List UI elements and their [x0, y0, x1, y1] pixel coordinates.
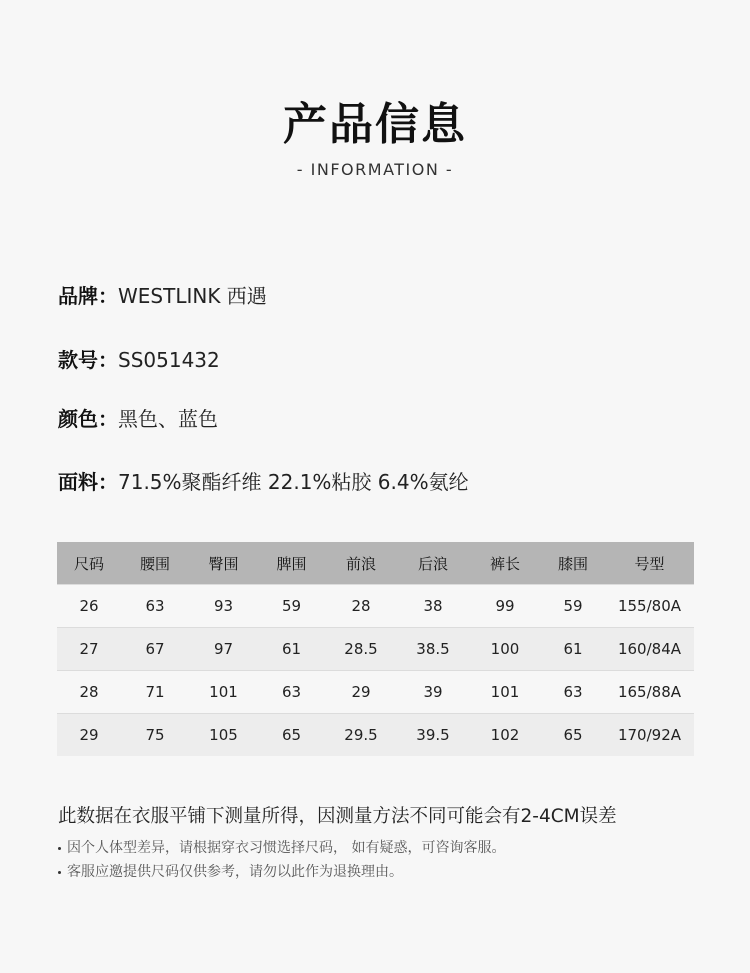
- table-cell: 27: [57, 628, 121, 671]
- table-cell: 59: [258, 585, 325, 628]
- info-fabric: [58, 466, 469, 495]
- table-cell: 29: [57, 714, 121, 757]
- info-label: 品牌：: [58, 284, 118, 308]
- table-cell: 65: [258, 714, 325, 757]
- table-header-cell: 腰围: [121, 542, 189, 585]
- table-header-cell: 臀围: [189, 542, 258, 585]
- table-cell: 101: [469, 671, 541, 714]
- table-header-cell: 脾围: [258, 542, 325, 585]
- table-cell: 65: [541, 714, 605, 757]
- table-cell: 67: [121, 628, 189, 671]
- table-header-row: [57, 542, 694, 585]
- page-title: 产品信息: [283, 99, 467, 150]
- note-item-text: 客服应邀提供尺码仅供参考，请勿以此作为退换理由。: [67, 864, 403, 880]
- info-value: 71.5%聚酯纤维 22.1%粘胶 6.4%氨纶: [118, 470, 469, 494]
- table-cell: 100: [469, 628, 541, 671]
- table-cell: 165/88A: [605, 671, 694, 714]
- table-cell: 93: [189, 585, 258, 628]
- table-cell: 155/80A: [605, 585, 694, 628]
- note-item: [58, 837, 505, 857]
- table-header-cell: 裤长: [469, 542, 541, 585]
- info-label: 面料：: [58, 470, 118, 494]
- info-color: [58, 403, 218, 432]
- table-cell: 97: [189, 628, 258, 671]
- table-header-cell: 尺码: [57, 542, 121, 585]
- note-item: [58, 861, 403, 881]
- table-header-cell: 前浪: [325, 542, 397, 585]
- table-cell: 61: [541, 628, 605, 671]
- table-cell: 61: [258, 628, 325, 671]
- table-row: [57, 714, 694, 757]
- table-cell: 101: [189, 671, 258, 714]
- table-header-cell: 后浪: [397, 542, 469, 585]
- table-cell: 38: [397, 585, 469, 628]
- table-cell: 105: [189, 714, 258, 757]
- page-subtitle: - INFORMATION -: [296, 160, 454, 179]
- table-cell: 63: [541, 671, 605, 714]
- table-cell: 75: [121, 714, 189, 757]
- table-cell: 59: [541, 585, 605, 628]
- table-cell: 39: [397, 671, 469, 714]
- table-cell: 63: [258, 671, 325, 714]
- table-header-cell: 膝围: [541, 542, 605, 585]
- table-cell: 39.5: [397, 714, 469, 757]
- table-cell: 102: [469, 714, 541, 757]
- table-cell: 26: [57, 585, 121, 628]
- table-row: [57, 628, 694, 671]
- table-cell: 28.5: [325, 628, 397, 671]
- table-cell: 99: [469, 585, 541, 628]
- table-cell: 71: [121, 671, 189, 714]
- info-label: 颜色：: [58, 407, 118, 431]
- table-cell: 160/84A: [605, 628, 694, 671]
- info-label: 款号：: [58, 348, 118, 372]
- table-cell: 28: [57, 671, 121, 714]
- table-cell: 38.5: [397, 628, 469, 671]
- measurement-note: 此数据在衣服平铺下测量所得，因测量方法不同可能会有2-4CM误差: [58, 806, 617, 827]
- note-item-text: 因个人体型差异，请根据穿衣习惯选择尺码， 如有疑惑，可咨询客服。: [67, 840, 506, 856]
- table-cell: 29: [325, 671, 397, 714]
- bullet-icon: [58, 871, 61, 874]
- info-value: SS051432: [118, 348, 220, 372]
- info-brand: [58, 280, 267, 309]
- bullet-icon: [58, 847, 61, 850]
- info-style-number: [58, 344, 220, 373]
- table-row: [57, 585, 694, 628]
- info-value: WESTLINK 西遇: [118, 284, 267, 308]
- table-cell: 63: [121, 585, 189, 628]
- size-table: [57, 542, 694, 756]
- table-cell: 170/92A: [605, 714, 694, 757]
- info-value: 黑色、蓝色: [118, 407, 218, 431]
- table-cell: 29.5: [325, 714, 397, 757]
- table-row: [57, 671, 694, 714]
- table-cell: 28: [325, 585, 397, 628]
- table-header-cell: 号型: [605, 542, 694, 585]
